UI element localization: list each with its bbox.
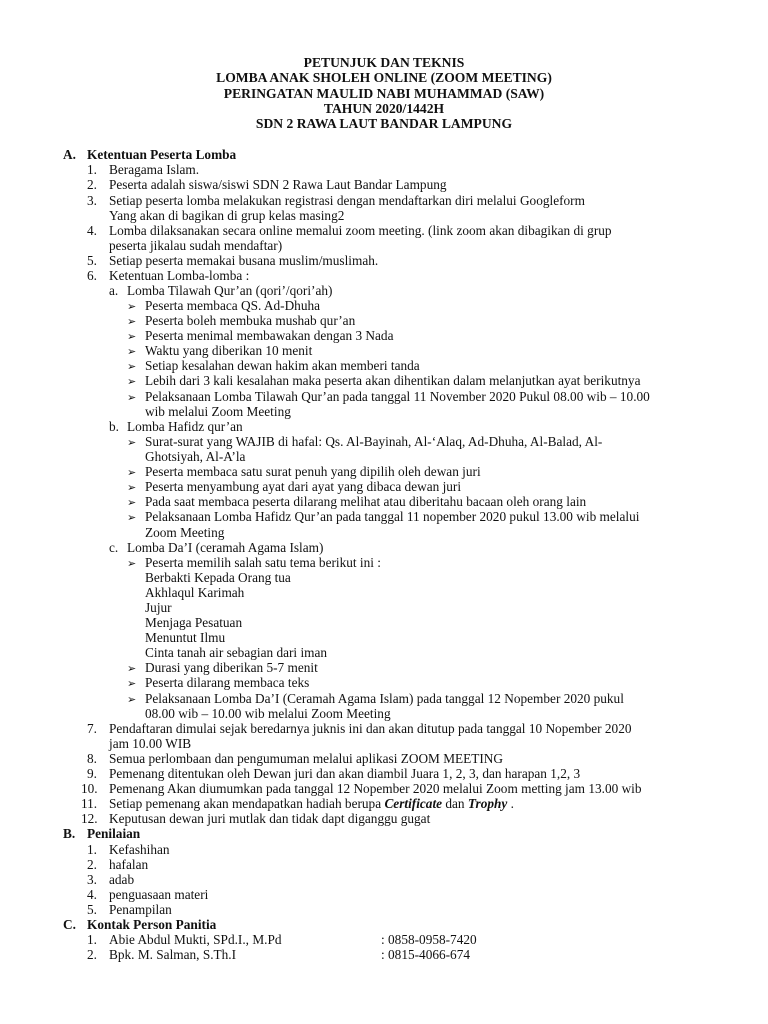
sub-item-marker: c. — [109, 540, 119, 555]
contact-name: Abie Abdul Mukti, SPd.I., M.Pd — [109, 932, 282, 947]
doc-title-line-3: PERINGATAN MAULID NABI MUHAMMAD (SAW) — [223, 86, 545, 101]
item-number: 2. — [87, 857, 97, 872]
item-number: 4. — [87, 887, 97, 902]
section-a-marker: A. — [63, 147, 76, 162]
list-item: ➢ Peserta dilarang membaca teks — [127, 675, 310, 690]
arrow-bullet-icon: ➢ — [127, 693, 137, 706]
arrow-bullet-icon: ➢ — [127, 300, 137, 313]
list-item: ➢ Surat-surat yang WAJIB di hafal: Qs. Al-Bayinah, Al-‘Alaq, Ad-Dhuha, Al-Balad, Al- — [127, 434, 603, 449]
theme-item: Akhlaqul Karimah — [145, 585, 245, 600]
list-item-cont: Ghotsiyah, Al-A’la — [145, 449, 246, 464]
item-number: 4. — [87, 223, 97, 238]
list-item: ➢ Pelaksanaan Lomba Hafidz Qur’an pada tanggal 11 nopember 2020 pukul 13.00 wib melalui — [127, 509, 640, 524]
item-number: 1. — [87, 842, 97, 857]
arrow-bullet-icon: ➢ — [127, 496, 137, 509]
list-item-cont: 08.00 wib – 10.00 wib melalui Zoom Meeting — [145, 706, 391, 721]
arrow-bullet-icon: ➢ — [127, 330, 137, 343]
list-item: ➢ Peserta membaca QS. Ad-Dhuha — [127, 298, 321, 313]
doc-title-line-4: TAHUN 2020/1442H — [323, 101, 445, 116]
item-text: Setiap pemenang akan mendapatkan hadiah berupa Certificate dan Trophy . — [109, 796, 514, 811]
item-number: 1. — [87, 162, 97, 177]
doc-title-line-1: PETUNJUK DAN TEKNIS — [303, 55, 465, 70]
doc-title-line-2: LOMBA ANAK SHOLEH ONLINE (ZOOM MEETING) — [216, 70, 552, 85]
list-item: ➢ Pada saat membaca peserta dilarang melihat atau diberitahu bacaan oleh orang lain — [127, 494, 587, 509]
item-text: Beragama Islam. — [109, 162, 200, 177]
item-text: Peserta adalah siswa/siswi SDN 2 Rawa Laut Bandar Lampung — [109, 177, 447, 192]
theme-item: Menuntut Ilmu — [145, 630, 226, 645]
list-item-cont: wib melalui Zoom Meeting — [145, 404, 291, 419]
arrow-bullet-icon: ➢ — [127, 391, 137, 404]
arrow-bullet-icon: ➢ — [127, 511, 137, 524]
item-text-cont: peserta jikalau sudah mendaftar) — [109, 238, 283, 253]
list-item: ➢ Waktu yang diberikan 10 menit — [127, 343, 313, 358]
list-item: ➢ Peserta boleh membuka mushab qur’an — [127, 313, 356, 328]
item-text: hafalan — [109, 857, 149, 872]
contact-name: Bpk. M. Salman, S.Th.I — [109, 947, 237, 962]
item-text: Semua perlombaan dan pengumuman melalui aplikasi ZOOM MEETING — [109, 751, 504, 766]
item-text: Setiap peserta memakai busana muslim/muslimah. — [109, 253, 379, 268]
item-number: 10. — [81, 781, 98, 796]
item-number: 3. — [87, 872, 97, 887]
list-item: ➢ Durasi yang diberikan 5-7 menit — [127, 660, 318, 675]
contact-phone: : 0815-4066-674 — [381, 947, 471, 962]
arrow-bullet-icon: ➢ — [127, 662, 137, 675]
item-number: 5. — [87, 902, 97, 917]
theme-item: Menjaga Pesatuan — [145, 615, 243, 630]
list-item-cont: Zoom Meeting — [145, 525, 225, 540]
sub-item-marker: a. — [109, 283, 119, 298]
list-item: ➢ Peserta memilih salah satu tema berikut ini : — [127, 555, 381, 570]
section-b-heading: Penilaian — [87, 826, 141, 841]
list-item: ➢ Pelaksanaan Lomba Da’I (Ceramah Agama Islam) pada tanggal 12 Nopember 2020 pukul — [127, 691, 624, 706]
arrow-bullet-icon: ➢ — [127, 375, 137, 388]
list-item: ➢ Setiap kesalahan dewan hakim akan memberi tanda — [127, 358, 420, 373]
list-item: ➢ Peserta membaca satu surat penuh yang dipilih oleh dewan juri — [127, 464, 481, 479]
item-number: 7. — [87, 721, 97, 736]
item-text: Kefashihan — [109, 842, 170, 857]
arrow-bullet-icon: ➢ — [127, 557, 137, 570]
item-text-cont: Yang akan di bagikan di grup kelas masing2 — [109, 208, 345, 223]
theme-item: Berbakti Kepada Orang tua — [145, 570, 291, 585]
item-text: penguasaan materi — [109, 887, 209, 902]
item-number: 6. — [87, 268, 97, 283]
arrow-bullet-icon: ➢ — [127, 315, 137, 328]
list-item: ➢ Pelaksanaan Lomba Tilawah Qur’an pada tanggal 11 November 2020 Pukul 08.00 wib – 10.00 — [127, 389, 650, 404]
arrow-bullet-icon: ➢ — [127, 677, 137, 690]
arrow-bullet-icon: ➢ — [127, 436, 137, 449]
item-text: Keputusan dewan juri mutlak dan tidak dapt diganggu gugat — [109, 811, 431, 826]
item-text: Pendaftaran dimulai sejak beredarnya juknis ini dan akan ditutup pada tanggal 10 Nopember 2020 — [109, 721, 632, 736]
item-text: Penampilan — [109, 902, 172, 917]
item-number: 12. — [81, 811, 98, 826]
item-text: Pemenang ditentukan oleh Dewan juri dan akan diambil Juara 1, 2, 3, dan harapan 1,2, 3 — [109, 766, 581, 781]
sub-item-heading: Lomba Hafidz qur’an — [127, 419, 243, 434]
doc-title-line-5: SDN 2 RAWA LAUT BANDAR LAMPUNG — [255, 116, 513, 131]
arrow-bullet-icon: ➢ — [127, 481, 137, 494]
item-number: 1. — [87, 932, 97, 947]
item-number: 5. — [87, 253, 97, 268]
arrow-bullet-icon: ➢ — [127, 466, 137, 479]
item-text: Setiap peserta lomba melakukan registrasi dengan mendaftarkan diri melalui Googleform — [109, 193, 585, 208]
item-text: Ketentuan Lomba-lomba : — [109, 268, 250, 283]
section-b-marker: B. — [63, 826, 76, 841]
section-c-marker: C. — [63, 917, 76, 932]
theme-item: Cinta tanah air sebagian dari iman — [145, 645, 328, 660]
item-number: 2. — [87, 947, 97, 962]
arrow-bullet-icon: ➢ — [127, 360, 137, 373]
sub-item-heading: Lomba Tilawah Qur’an (qori’/qori’ah) — [127, 283, 333, 298]
list-item: ➢ Peserta menyambung ayat dari ayat yang dibaca dewan juri — [127, 479, 462, 494]
list-item: ➢ Lebih dari 3 kali kesalahan maka peserta akan dihentikan dalam melanjutkan ayat berikutnya — [127, 373, 641, 388]
item-text-cont: jam 10.00 WIB — [109, 736, 192, 751]
section-a-heading: Ketentuan Peserta Lomba — [87, 147, 237, 162]
item-text: Lomba dilaksanakan secara online memalui zoom meeting. (link zoom akan dibagikan di grup — [109, 223, 612, 238]
item-number: 11. — [81, 796, 98, 811]
item-number: 2. — [87, 177, 97, 192]
sub-item-heading: Lomba Da’I (ceramah Agama Islam) — [127, 540, 324, 555]
contact-phone: : 0858-0958-7420 — [381, 932, 477, 947]
item-text: adab — [109, 872, 135, 887]
sub-item-marker: b. — [109, 419, 119, 434]
list-item: ➢ Peserta menimal membawakan dengan 3 Nada — [127, 328, 394, 343]
item-number: 8. — [87, 751, 97, 766]
item-number: 9. — [87, 766, 97, 781]
theme-item: Jujur — [145, 600, 172, 615]
arrow-bullet-icon: ➢ — [127, 345, 137, 358]
item-text: Pemenang Akan diumumkan pada tanggal 12 Nopember 2020 melalui Zoom metting jam 13.00 wib — [109, 781, 642, 796]
item-number: 3. — [87, 193, 97, 208]
section-c-heading: Kontak Person Panitia — [87, 917, 217, 932]
